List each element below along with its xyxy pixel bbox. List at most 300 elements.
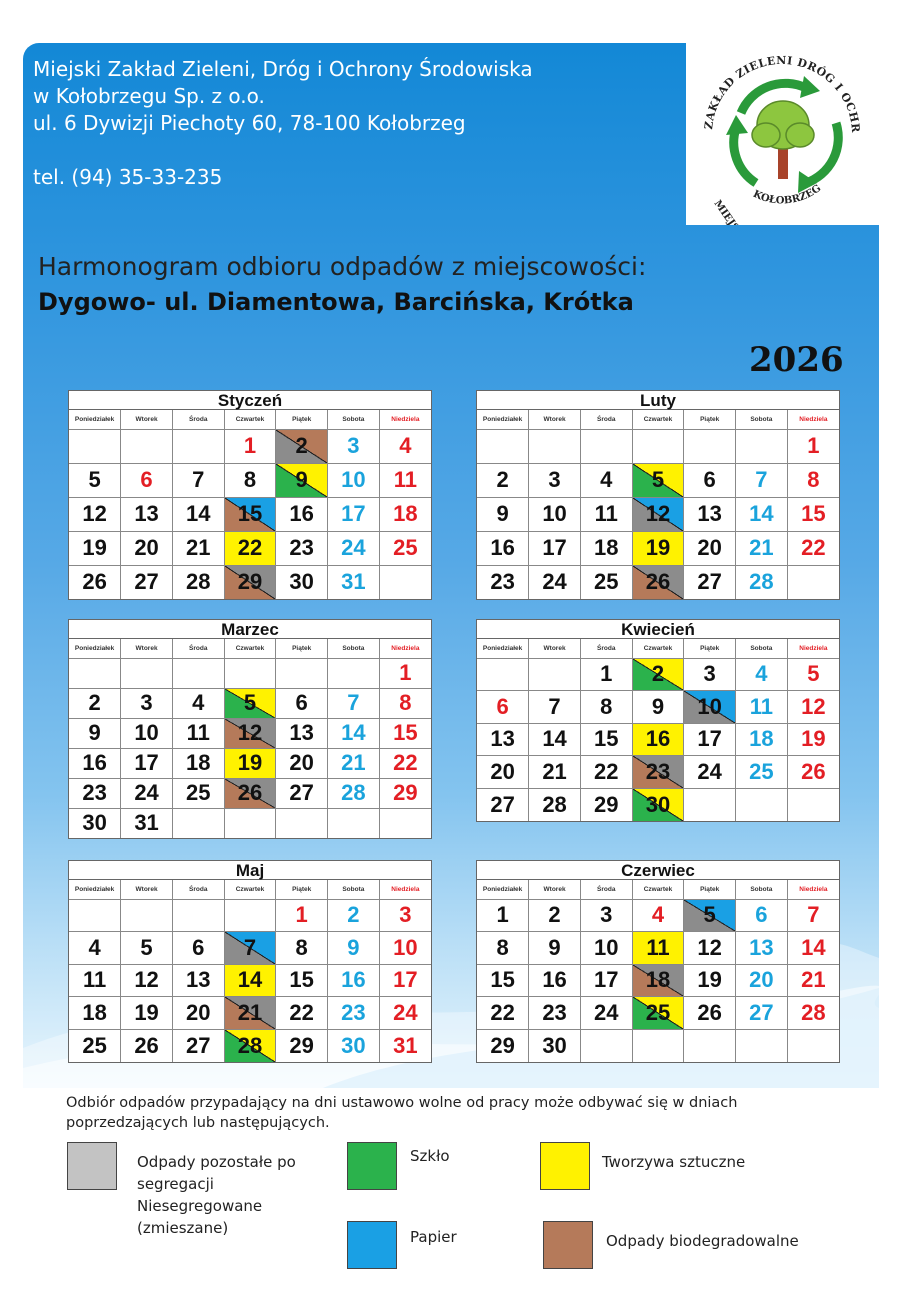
day-number: 25: [393, 535, 418, 560]
day-cell: [328, 688, 380, 718]
day-cell: [172, 1029, 224, 1062]
day-number: 18: [82, 999, 107, 1025]
day-cell: [69, 1029, 121, 1062]
day-cell: [328, 778, 380, 808]
day-number: 21: [237, 999, 263, 1025]
day-cell: [224, 688, 276, 718]
day-cell: [529, 565, 581, 599]
day-number: 19: [697, 967, 722, 993]
day-number: 18: [749, 726, 774, 752]
day-number: 26: [134, 1032, 159, 1058]
day-cell: [477, 997, 529, 1030]
day-cell: [529, 531, 581, 565]
empty-cell: [580, 429, 632, 463]
day-cell: [684, 463, 736, 497]
weekday-header: Środa: [172, 410, 224, 429]
day-cell: [632, 756, 684, 789]
day-number: 12: [134, 967, 159, 993]
day-number: 4: [192, 690, 205, 715]
day-cell: [787, 691, 839, 724]
day-cell: [529, 723, 581, 756]
day-number: 19: [134, 999, 159, 1025]
day-number: 13: [186, 967, 211, 993]
weekday-header: Sobota: [328, 410, 380, 429]
day-cell: [379, 997, 431, 1030]
day-number: 16: [341, 967, 366, 993]
month-name: Marzec: [69, 620, 431, 639]
day-number: 20: [697, 535, 722, 560]
day-number: 6: [755, 902, 768, 928]
weekday-header: Poniedziałek: [69, 880, 121, 899]
day-cell: [580, 497, 632, 531]
day-cell: [632, 658, 684, 691]
day-number: 3: [548, 467, 561, 492]
day-number: 20: [134, 535, 159, 560]
day-number: 13: [697, 501, 722, 526]
empty-cell: [121, 658, 173, 688]
day-number: 1: [496, 902, 509, 928]
empty-cell: [224, 899, 276, 932]
weekday-header: Środa: [172, 880, 224, 899]
day-cell: [379, 718, 431, 748]
day-number: 12: [237, 720, 263, 745]
weekday-header: Wtorek: [121, 410, 173, 429]
day-number: 4: [755, 661, 768, 687]
day-cell: [121, 932, 173, 965]
day-cell: [529, 691, 581, 724]
day-number: 1: [399, 660, 412, 685]
day-cell: [632, 497, 684, 531]
day-number: 26: [645, 569, 671, 595]
day-number: 4: [399, 433, 412, 458]
day-number: 14: [542, 726, 567, 752]
day-number: 13: [749, 934, 774, 960]
day-number: 7: [807, 902, 820, 928]
day-number: 15: [237, 501, 263, 526]
legend-label-line: Odpady pozostałe po: [137, 1153, 296, 1171]
day-number: 2: [548, 902, 561, 928]
day-number: 6: [192, 934, 205, 960]
day-number: 15: [490, 967, 515, 993]
day-cell: [684, 932, 736, 965]
day-number: 28: [341, 780, 366, 805]
day-cell: [379, 429, 431, 463]
day-cell: [276, 463, 328, 497]
day-cell: [379, 463, 431, 497]
day-number: 25: [82, 1032, 107, 1058]
empty-cell: [276, 658, 328, 688]
empty-cell: [787, 788, 839, 821]
legend-label-line: segregacji: [137, 1175, 214, 1193]
day-number: 22: [490, 999, 515, 1025]
day-number: 23: [341, 999, 366, 1025]
day-cell: [787, 429, 839, 463]
day-cell: [276, 1029, 328, 1062]
day-cell: [477, 1029, 529, 1062]
day-cell: [684, 658, 736, 691]
empty-cell: [379, 565, 431, 599]
day-number: 17: [594, 967, 619, 993]
empty-cell: [121, 899, 173, 932]
day-number: 18: [645, 967, 671, 993]
empty-cell: [684, 1029, 736, 1062]
weekday-header: Sobota: [736, 880, 788, 899]
day-cell: [477, 788, 529, 821]
day-number: 24: [697, 758, 722, 784]
day-cell: [224, 531, 276, 565]
day-cell: [379, 932, 431, 965]
day-cell: [787, 997, 839, 1030]
day-cell: [379, 658, 431, 688]
day-cell: [529, 756, 581, 789]
day-number: 21: [186, 535, 211, 560]
weekday-header: Wtorek: [121, 880, 173, 899]
day-number: 29: [594, 791, 619, 817]
month-calendar-styczen: [68, 390, 432, 600]
weekday-header: Niedziela: [379, 639, 431, 658]
day-number: 25: [594, 569, 619, 595]
empty-cell: [787, 1029, 839, 1062]
day-cell: [172, 531, 224, 565]
empty-cell: [736, 788, 788, 821]
empty-cell: [172, 658, 224, 688]
month-name: Styczeń: [69, 391, 431, 410]
day-number: 13: [490, 726, 515, 752]
day-number: 5: [140, 934, 153, 960]
day-number: 6: [140, 467, 153, 492]
logo-ring-left-text: MIEJSKI: [711, 198, 749, 225]
day-cell: [736, 463, 788, 497]
day-number: 11: [594, 501, 618, 526]
day-number: 15: [289, 967, 314, 993]
day-cell: [580, 723, 632, 756]
month-name: Kwiecień: [477, 620, 839, 639]
weekday-header: Poniedziałek: [477, 410, 529, 429]
weekday-header: Środa: [580, 639, 632, 658]
day-cell: [172, 932, 224, 965]
day-number: 26: [82, 569, 107, 595]
day-cell: [736, 899, 788, 932]
weekday-header: Piątek: [276, 410, 328, 429]
day-cell: [69, 932, 121, 965]
day-cell: [477, 463, 529, 497]
day-number: 2: [88, 690, 101, 715]
day-number: 10: [594, 934, 619, 960]
day-cell: [328, 899, 380, 932]
day-number: 27: [697, 569, 722, 595]
day-number: 2: [295, 433, 308, 458]
day-number: 6: [496, 693, 509, 719]
weekday-header: Wtorek: [529, 410, 581, 429]
empty-cell: [529, 658, 581, 691]
day-cell: [736, 997, 788, 1030]
day-number: 17: [697, 726, 722, 752]
day-cell: [684, 964, 736, 997]
empty-cell: [632, 429, 684, 463]
day-cell: [632, 932, 684, 965]
day-cell: [276, 429, 328, 463]
day-number: 18: [186, 750, 211, 775]
day-cell: [328, 565, 380, 599]
day-cell: [276, 688, 328, 718]
day-cell: [580, 565, 632, 599]
day-number: 5: [88, 467, 101, 492]
weekday-header: Czwartek: [224, 639, 276, 658]
day-cell: [172, 497, 224, 531]
company-info: [33, 56, 533, 191]
day-cell: [69, 463, 121, 497]
day-number: 3: [347, 433, 360, 458]
day-cell: [736, 964, 788, 997]
day-cell: [121, 565, 173, 599]
day-number: 20: [289, 750, 314, 775]
day-cell: [477, 691, 529, 724]
day-cell: [580, 658, 632, 691]
day-cell: [276, 718, 328, 748]
day-number: 13: [289, 720, 314, 745]
day-cell: [224, 748, 276, 778]
weekday-header: Niedziela: [379, 410, 431, 429]
day-number: 17: [542, 535, 567, 560]
day-cell: [276, 497, 328, 531]
weekday-header: Sobota: [328, 639, 380, 658]
day-cell: [736, 497, 788, 531]
day-number: 29: [393, 780, 418, 805]
day-number: 5: [651, 467, 665, 492]
day-cell: [224, 964, 276, 997]
day-cell: [684, 723, 736, 756]
day-cell: [224, 778, 276, 808]
day-cell: [580, 788, 632, 821]
day-number: 26: [801, 758, 826, 784]
day-number: 16: [490, 535, 515, 560]
day-number: 23: [490, 569, 515, 595]
day-cell: [477, 899, 529, 932]
company-address: ul. 6 Dywizji Piechoty 60, 78-100 Kołobrzeg: [33, 111, 466, 135]
legend-label-mixed: [137, 1151, 296, 1239]
weekday-header: Piątek: [276, 880, 328, 899]
day-cell: [172, 997, 224, 1030]
day-number: 22: [289, 999, 314, 1025]
day-number: 10: [341, 467, 366, 492]
day-cell: [328, 718, 380, 748]
weekday-header: Sobota: [736, 410, 788, 429]
day-cell: [632, 899, 684, 932]
day-cell: [632, 463, 684, 497]
day-cell: [787, 723, 839, 756]
day-cell: [736, 658, 788, 691]
day-number: 22: [594, 758, 619, 784]
day-number: 2: [496, 467, 509, 492]
day-number: 3: [399, 902, 412, 928]
day-cell: [69, 531, 121, 565]
day-number: 23: [289, 535, 314, 560]
day-number: 9: [496, 501, 509, 526]
day-cell: [328, 964, 380, 997]
year-label: 2026: [749, 340, 844, 380]
day-number: 5: [807, 661, 820, 687]
day-number: 14: [341, 720, 366, 745]
month-calendar-kwiecien: [476, 619, 840, 822]
day-cell: [328, 497, 380, 531]
day-number: 17: [134, 750, 159, 775]
empty-cell: [632, 1029, 684, 1062]
day-cell: [787, 932, 839, 965]
day-cell: [172, 718, 224, 748]
day-number: 3: [703, 661, 716, 687]
legend-label-plastic: Tworzywa sztuczne: [602, 1153, 746, 1171]
day-number: 15: [801, 501, 826, 526]
day-cell: [632, 723, 684, 756]
empty-cell: [580, 1029, 632, 1062]
empty-cell: [529, 429, 581, 463]
day-number: 15: [393, 720, 418, 745]
day-number: 8: [295, 934, 308, 960]
legend-swatch-bio: [543, 1221, 593, 1269]
day-number: 21: [341, 750, 366, 775]
day-number: 9: [651, 693, 665, 719]
day-cell: [328, 463, 380, 497]
day-number: 26: [697, 999, 722, 1025]
day-number: 2: [651, 661, 665, 687]
day-number: 8: [496, 934, 509, 960]
weekday-header: Czwartek: [224, 410, 276, 429]
day-number: 18: [594, 535, 619, 560]
weekday-header: Poniedziałek: [69, 639, 121, 658]
weekday-header: Niedziela: [787, 880, 839, 899]
day-cell: [69, 565, 121, 599]
day-cell: [580, 932, 632, 965]
day-cell: [224, 463, 276, 497]
day-number: 5: [243, 690, 257, 715]
day-cell: [172, 778, 224, 808]
weekday-header: Środa: [172, 639, 224, 658]
day-number: 20: [490, 758, 515, 784]
day-cell: [477, 723, 529, 756]
day-number: 28: [801, 999, 826, 1025]
day-number: 1: [600, 661, 613, 687]
day-cell: [632, 964, 684, 997]
day-cell: [477, 932, 529, 965]
day-number: 30: [542, 1032, 567, 1058]
day-cell: [632, 788, 684, 821]
day-number: 14: [749, 501, 774, 526]
day-cell: [121, 718, 173, 748]
day-number: 11: [82, 967, 107, 993]
day-cell: [276, 748, 328, 778]
day-number: 12: [82, 501, 107, 526]
weekday-header: Piątek: [684, 410, 736, 429]
day-cell: [224, 718, 276, 748]
empty-cell: [172, 429, 224, 463]
day-number: 7: [243, 934, 257, 960]
day-cell: [684, 691, 736, 724]
day-number: 8: [600, 693, 613, 719]
logo-ring-bottom-text: KOŁOBRZEG: [751, 182, 824, 207]
month-calendar-marzec: [68, 619, 432, 839]
day-cell: [328, 748, 380, 778]
day-cell: [379, 778, 431, 808]
day-number: 17: [341, 501, 366, 526]
day-number: 30: [341, 1032, 366, 1058]
day-number: 9: [88, 720, 101, 745]
day-cell: [224, 997, 276, 1030]
day-cell: [580, 964, 632, 997]
day-cell: [477, 964, 529, 997]
day-cell: [121, 688, 173, 718]
day-cell: [529, 497, 581, 531]
day-cell: [172, 463, 224, 497]
day-cell: [580, 997, 632, 1030]
day-cell: [328, 429, 380, 463]
day-number: 27: [749, 999, 774, 1025]
day-number: 19: [82, 535, 107, 560]
day-number: 17: [393, 967, 418, 993]
day-cell: [529, 964, 581, 997]
day-number: 23: [542, 999, 567, 1025]
day-cell: [477, 756, 529, 789]
day-number: 9: [295, 467, 308, 492]
day-cell: [121, 1029, 173, 1062]
day-number: 6: [703, 467, 716, 492]
day-cell: [379, 748, 431, 778]
legend-label-line: Niesegregowane: [137, 1197, 263, 1215]
day-number: 10: [697, 693, 722, 719]
weekday-header: Wtorek: [121, 639, 173, 658]
day-cell: [121, 808, 173, 838]
legend-swatch-plastic: [540, 1142, 590, 1190]
day-number: 7: [755, 467, 768, 492]
day-cell: [787, 497, 839, 531]
day-cell: [69, 964, 121, 997]
weekday-header: Niedziela: [787, 639, 839, 658]
day-cell: [328, 997, 380, 1030]
svg-text:KOŁOBRZEG: [751, 183, 823, 207]
day-number: 24: [542, 569, 567, 595]
day-cell: [276, 964, 328, 997]
day-number: 31: [393, 1032, 418, 1058]
day-number: 8: [243, 467, 257, 492]
day-cell: [684, 565, 736, 599]
day-cell: [477, 531, 529, 565]
month-name: Maj: [69, 861, 431, 880]
empty-cell: [224, 658, 276, 688]
empty-cell: [379, 808, 431, 838]
day-cell: [276, 778, 328, 808]
empty-cell: [69, 429, 121, 463]
day-number: 3: [600, 902, 613, 928]
legend-swatch-mixed: [67, 1142, 117, 1190]
day-number: 24: [341, 535, 366, 560]
day-number: 25: [749, 758, 774, 784]
day-number: 22: [237, 535, 263, 560]
weekday-header: Sobota: [736, 639, 788, 658]
day-number: 2: [347, 902, 360, 928]
day-cell: [736, 691, 788, 724]
day-cell: [632, 531, 684, 565]
day-cell: [121, 748, 173, 778]
day-number: 5: [703, 902, 716, 928]
day-cell: [736, 723, 788, 756]
empty-cell: [172, 808, 224, 838]
day-cell: [787, 531, 839, 565]
day-cell: [69, 718, 121, 748]
day-cell: [379, 688, 431, 718]
month-calendar-luty: [476, 390, 840, 600]
day-cell: [632, 565, 684, 599]
day-number: 12: [801, 693, 826, 719]
day-number: 14: [186, 501, 211, 526]
